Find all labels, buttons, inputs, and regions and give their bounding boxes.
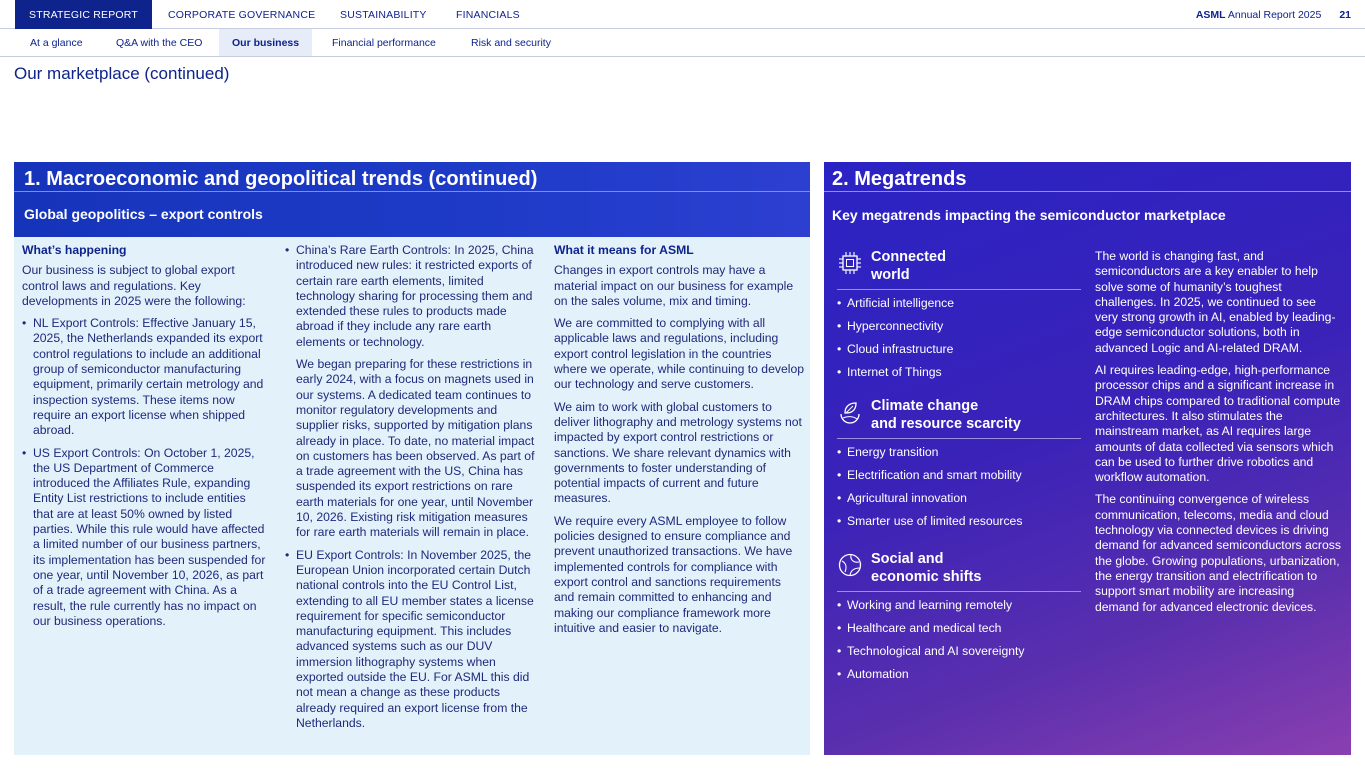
paragraph: The continuing convergence of wireless communication, telecoms, media and cloud technology via connected devices is driving demand for advanced semiconductors across the globe. Growing populations, urbanization, the energy transition and electrification to support smart mobility are increasing demand for advanced electronic devices. xyxy=(1095,492,1341,614)
megatrend-list xyxy=(837,445,1081,529)
list-item: • Working and learning remotely xyxy=(837,598,1081,613)
whats-happening-intro: Our business is subject to global export control laws and regulations. Key developments in 2025 were the following: xyxy=(22,263,246,308)
megatrend-title-line: world xyxy=(871,267,910,283)
list-item: • NL Export Controls: Effective January 15, 2025, the Netherlands expanded its export control regulations to include an additional group of semiconductor manufacturing equipment, primarily certain metrology and inspection systems. These items now require an export license when shipped abroad. xyxy=(22,316,268,438)
tab-strategic-report[interactable]: STRATEGIC REPORT xyxy=(15,0,152,29)
list-item: • US Export Controls: On October 1, 2025, the US Department of Commerce introduced the Affiliates Rule, expanding Entity List restrictions to include entities that are at least 50% owned by listed parties. While this rule would have affected a limited number of our business partners, its implementation has been suspended for one year, until November 10, 2026, as part of a trade agreement with China. As a result, the rule currently has no impact on our business operations. xyxy=(22,446,268,630)
leaf-globe-icon xyxy=(837,399,863,425)
macro-trends-header xyxy=(14,162,810,237)
divider xyxy=(824,191,1351,192)
whats-happening-column xyxy=(22,243,268,636)
megatrend-title xyxy=(871,550,981,586)
export-control-list xyxy=(285,243,543,350)
list-item: • Smarter use of limited resources xyxy=(837,514,1081,529)
megatrends-subtitle: Key megatrends impacting the semiconductor marketplace xyxy=(832,207,1226,223)
list-item: • Energy transition xyxy=(837,445,1081,460)
megatrend-title-line: Connected xyxy=(871,249,946,265)
divider xyxy=(14,191,810,192)
tab-sustainability[interactable]: SUSTAINABILITY xyxy=(340,9,427,21)
page-title: Our marketplace (continued) xyxy=(14,64,230,83)
macro-trends-title: 1. Macroeconomic and geopolitical trends (continued) xyxy=(24,168,538,190)
megatrend-list xyxy=(837,598,1081,682)
megatrend-header xyxy=(837,397,1081,439)
megatrend-title xyxy=(871,248,946,284)
megatrend-title-line: Social and xyxy=(871,551,944,567)
megatrend-connected-world xyxy=(837,248,1081,388)
megatrends-description xyxy=(1095,249,1341,622)
tab-financials[interactable]: FINANCIALS xyxy=(456,9,520,21)
export-controls-subtitle: Global geopolitics – export controls xyxy=(24,206,263,222)
megatrend-list xyxy=(837,296,1081,380)
list-item: • Automation xyxy=(837,667,1081,682)
what-it-means-heading: What it means for ASML xyxy=(554,243,694,257)
subtab-our-business[interactable]: Our business xyxy=(219,29,312,56)
export-control-list xyxy=(22,316,268,629)
megatrend-title xyxy=(871,397,1021,433)
brand-name: ASML xyxy=(1195,9,1226,21)
megatrend-title-line: economic shifts xyxy=(871,569,982,585)
megatrend-climate-change xyxy=(837,397,1081,537)
paragraph: We aim to work with global customers to deliver lithography and metrology systems not impacted by export control restrictions or sanctions. We share relevant dynamics with governments to foster understanding of potential impacts of current and future measures. xyxy=(554,399,802,506)
page-number: 21 xyxy=(1339,9,1351,21)
globe-icon xyxy=(837,552,863,578)
list-item: • Internet of Things xyxy=(837,365,1081,380)
export-control-list xyxy=(285,548,543,732)
list-item: • China’s Rare Earth Controls: In 2025, China introduced new rules: it restricted exports of certain rare earth elements, limited technology sharing for processing them and extended these rules to products made abroad if they include any rare earth elements or technology. xyxy=(285,243,543,350)
list-item: • Hyperconnectivity xyxy=(837,319,1081,334)
subtab-financial-performance[interactable]: Financial performance xyxy=(332,37,436,49)
subtab-qa-with-ceo[interactable]: Q&A with the CEO xyxy=(116,37,203,49)
megatrend-header xyxy=(837,248,1081,290)
list-item: • EU Export Controls: In November 2025, the European Union incorporated certain Dutch national controls into the EU Control List, extending to all EU member states a license requirement for specific semiconductor manufacturing equipment. This includes advanced systems such as our DUV immersion lithography systems when exported outside the EU. For ASML this did not mean a change as these products already required an export license from the Netherlands. xyxy=(285,548,543,732)
list-item: • Agricultural innovation xyxy=(837,491,1081,506)
megatrend-title-line: Climate change xyxy=(871,398,979,414)
paragraph: Changes in export controls may have a material impact on our business for example on the sales volume, mix and timing. xyxy=(554,263,794,308)
sub-navigation xyxy=(0,29,1365,57)
megatrend-header xyxy=(837,550,1081,592)
list-item: • Healthcare and medical tech xyxy=(837,621,1081,636)
top-navigation xyxy=(0,0,1365,29)
paragraph: AI requires leading-edge, high-performance processor chips and a significant increase in DRAM chips compared to traditional compute architectures. It also stimulates the mainstream market, as AI requires large amounts of data collected via sensors which can be used to further drive robotics and workflow automation. xyxy=(1095,363,1341,485)
whats-happening-heading: What’s happening xyxy=(22,243,127,257)
list-item: • Cloud infrastructure xyxy=(837,342,1081,357)
subtab-at-a-glance[interactable]: At a glance xyxy=(30,37,83,49)
list-item: • Technological and AI sovereignty xyxy=(837,644,1081,659)
megatrend-title-line: and resource scarcity xyxy=(871,416,1021,432)
subtab-risk-and-security[interactable]: Risk and security xyxy=(471,37,551,49)
list-item: • Artificial intelligence xyxy=(837,296,1081,311)
megatrends-title: 2. Megatrends xyxy=(832,168,967,190)
rare-earth-paragraph: We began preparing for these restrictions in early 2024, with a focus on magnets used in our systems. A dedicated team continues to monitor regulatory developments and supplier risks, supported by mitigation plans already in place. To date, no material impact on customers has been observed. As part of a trade agreement with the US, China has suspended its export restrictions on rare earth materials for one year, until November 10, 2026. Existing risk mitigation measures for rare earth materials will remain in place. xyxy=(296,357,535,540)
megatrends-panel xyxy=(824,162,1351,755)
tab-corporate-governance[interactable]: CORPORATE GOVERNANCE xyxy=(168,9,316,21)
what-it-means-column xyxy=(554,243,804,643)
list-item: • Electrification and smart mobility xyxy=(837,468,1081,483)
report-brand xyxy=(1196,0,1351,29)
chip-icon xyxy=(837,250,863,276)
macro-trends-panel xyxy=(14,162,810,755)
paragraph: The world is changing fast, and semiconductors are a key enabler to help solve some of humanity’s toughest challenges. In 2025, we continued to see very strong growth in AI, enabled by leading-edge semiconductor solutions, both in advanced Logic and AI-related DRAM. xyxy=(1095,249,1336,355)
rare-earth-column xyxy=(285,243,543,738)
paragraph: We require every ASML employee to follow policies designed to ensure compliance and prevent unauthorized transactions. We have implemented controls for compliance with export control and sanctions requirements and remain committed to enhancing and making our compliance framework more intuitive and easier to navigate. xyxy=(554,513,793,635)
paragraph: We are committed to complying with all applicable laws and regulations, including export control legislation in the countries where we operate, while continuing to develop our technology and serve customers. xyxy=(554,316,805,392)
megatrend-social-economic xyxy=(837,550,1081,690)
brand-report-title: Annual Report 2025 xyxy=(1225,9,1322,21)
